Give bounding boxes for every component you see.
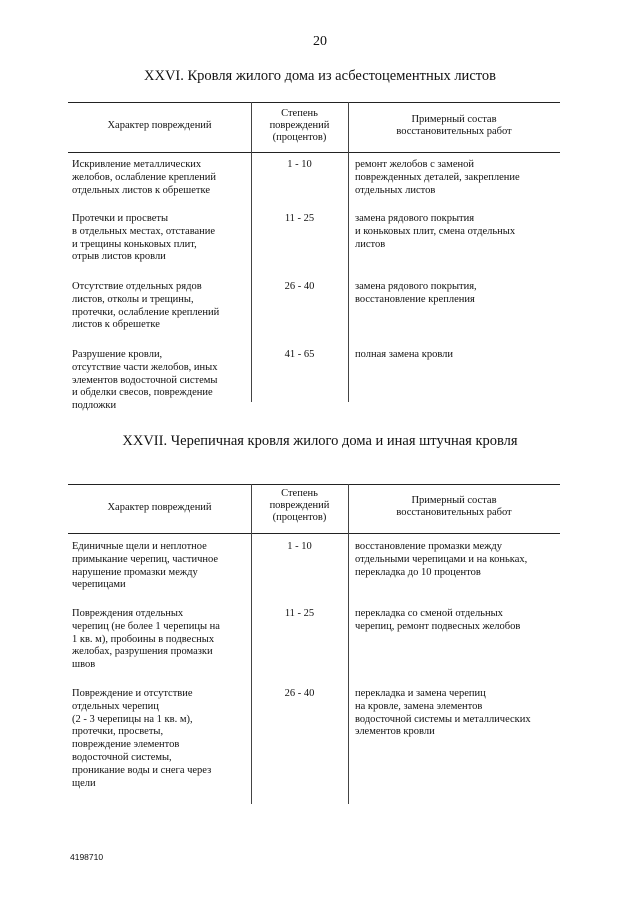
header-works: Примерный состав восстановительных работ [396, 114, 512, 137]
degree-cell: 1 - 10 [287, 159, 312, 170]
header-damage: Характер повреждений [107, 502, 212, 513]
damage-cell: Протечки и просветы в отдельных местах, отставание и трещины коньковых плит, отрыв листов кровли [72, 213, 216, 263]
table-header-rule [68, 152, 560, 153]
degree-cell: 11 - 25 [284, 213, 315, 224]
page-number: 20 [313, 34, 327, 49]
header-damage: Характер повреждений [107, 120, 212, 131]
header-degree: Степень повреждений (процентов) [269, 488, 330, 523]
degree-cell: 1 - 10 [287, 541, 312, 552]
works-cell: ремонт желобов с заменой поврежденных деталей, закрепление отдельных листов [355, 159, 520, 196]
damage-cell: Повреждение и отсутствие отдельных черепиц (2 - 3 черепицы на 1 кв. м), протечки, просветы, повреждение элементов водосточной системы, проникание воды и снега через щели [72, 688, 212, 789]
column-divider [348, 484, 349, 804]
works-cell: замена рядового покрытия и коньковых плит, смена отдельных листов [355, 213, 516, 250]
works-cell: восстановление промазки между отдельными черепицами и на коньках, перекладка до 10 процентов [355, 541, 528, 578]
degree-cell: 26 - 40 [284, 281, 315, 292]
works-cell: замена рядового покрытия, восстановление крепления [355, 281, 477, 305]
section-27-title: XXVII. Черепичная кровля жилого дома и иная штучная кровля [122, 433, 518, 449]
degree-cell: 26 - 40 [284, 688, 315, 699]
table-section-26 [68, 102, 560, 412]
works-cell: перекладка и замена черепиц на кровле, замена элементов водосточной системы и металлических элементов кровли [355, 688, 531, 738]
works-cell: перекладка со сменой отдельных черепиц, ремонт подвесных желобов [355, 608, 521, 632]
table-section-27 [68, 484, 560, 804]
damage-cell: Разрушение кровли, отсутствие части желобов, иных элементов водосточной системы и обделки свесов, повреждение подложки [72, 349, 218, 412]
section-26-title: XXVI. Кровля жилого дома из асбестоцементных листов [144, 68, 496, 84]
table-header-rule [68, 533, 560, 534]
table-top-rule [68, 484, 560, 485]
document-code: 4198710 [70, 852, 104, 862]
degree-cell: 11 - 25 [284, 608, 315, 619]
damage-cell: Отсутствие отдельных рядов листов, отколы и трещины, протечки, ослабление креплений листов к обрешетке [72, 281, 220, 331]
damage-cell: Искривление металлических желобов, ослабление креплений отдельных листов к обрешетке [72, 159, 217, 196]
damage-cell: Единичные щели и неплотное примыкание черепиц, частичное нарушение промазки между черепицами [72, 541, 219, 591]
header-works: Примерный состав восстановительных работ [396, 495, 512, 518]
header-degree: Степень повреждений (процентов) [269, 108, 330, 143]
works-cell: полная замена кровли [355, 349, 454, 360]
table-top-rule [68, 102, 560, 103]
degree-cell: 41 - 65 [284, 349, 315, 360]
column-divider [348, 102, 349, 402]
damage-cell: Повреждения отдельных черепиц (не более 1 черепицы на 1 кв. м), пробоины в подвесных желобах, разрушения промазки швов [72, 608, 220, 671]
column-divider [251, 484, 252, 804]
